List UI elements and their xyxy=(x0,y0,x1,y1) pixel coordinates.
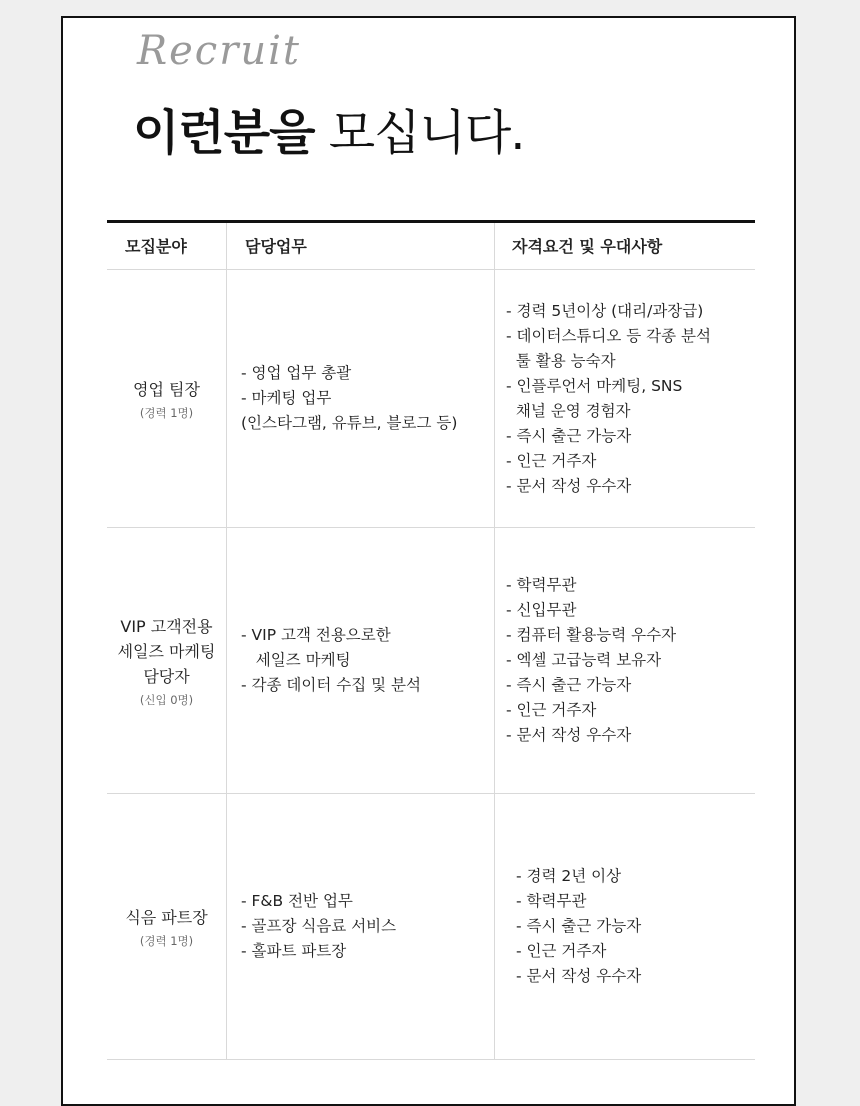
requirement-item: - 경력 5년이상 (대리/과장급) xyxy=(506,301,704,320)
duty-item: - 영업 업무 총괄 xyxy=(241,364,352,382)
requirement-item: - 인플루언서 마케팅, SNS xyxy=(506,376,683,395)
headline-bold: 이런분을 xyxy=(133,105,315,161)
position-cell xyxy=(107,270,227,527)
requirement-item: - 문서 작성 우수자 xyxy=(516,967,642,985)
duty-item: - F&B 전반 업무 xyxy=(241,892,353,910)
duty-item: - VIP 고객 전용으로한 xyxy=(241,626,391,644)
duty-item: 세일즈 마케팅 xyxy=(241,651,351,669)
recruit-script-title: Recruit xyxy=(137,28,301,74)
duty-item: (인스타그램, 유튜브, 블로그 등) xyxy=(241,414,458,432)
duties-cell xyxy=(227,794,495,1059)
requirements-cell xyxy=(495,794,755,1059)
duties-cell xyxy=(227,270,495,527)
column-header-field: 모집분야 xyxy=(107,223,227,269)
requirement-item: - 문서 작성 우수자 xyxy=(506,476,632,495)
position-count: (경력 1명) xyxy=(139,933,194,948)
requirement-item: - 즉시 출근 가능자 xyxy=(516,917,642,935)
recruit-table xyxy=(107,220,755,1060)
requirement-item: - 학력무관 xyxy=(506,576,577,594)
position-title: 영업 팀장 xyxy=(133,379,200,399)
requirement-item: - 즉시 출근 가능자 xyxy=(506,426,632,445)
duty-item: - 각종 데이터 수집 및 분석 xyxy=(241,676,421,694)
position-cell xyxy=(107,528,227,793)
duty-item: - 골프장 식음료 서비스 xyxy=(241,917,397,935)
position-count: (신입 0명) xyxy=(139,692,194,707)
position-title: 식음 파트장 xyxy=(125,907,208,927)
column-header-duties: 담당업무 xyxy=(227,223,495,269)
headline-light: 모십니다. xyxy=(328,105,525,161)
requirements-cell xyxy=(495,528,755,793)
requirement-item: - 신입무관 xyxy=(506,601,577,619)
duty-item: - 마케팅 업무 xyxy=(241,389,332,407)
table-row xyxy=(107,270,755,528)
requirements-cell xyxy=(495,270,755,527)
position-title-line: 세일즈 마케팅 xyxy=(117,641,216,661)
position-count: (경력 1명) xyxy=(139,405,194,420)
table-header-row xyxy=(107,223,755,270)
page-title xyxy=(133,98,524,168)
requirement-item: 채널 운영 경험자 xyxy=(506,401,631,420)
requirement-item: - 문서 작성 우수자 xyxy=(506,726,632,744)
requirement-item: - 즉시 출근 가능자 xyxy=(506,676,632,694)
requirement-item: - 학력무관 xyxy=(516,892,587,910)
column-header-requirements: 자격요건 및 우대사항 xyxy=(512,236,663,256)
requirement-item: - 경력 2년 이상 xyxy=(516,867,622,885)
requirement-item: - 데이터스튜디오 등 각종 분석 xyxy=(506,326,711,345)
position-title-line: VIP 고객전용 xyxy=(120,616,213,636)
requirement-item: 툴 활용 능숙자 xyxy=(506,351,616,370)
requirement-item: - 컴퓨터 활용능력 우수자 xyxy=(506,626,677,644)
duty-item: - 홀파트 파트장 xyxy=(241,942,347,960)
requirement-item: - 인근 거주자 xyxy=(506,451,597,470)
position-cell xyxy=(107,794,227,1059)
requirement-item: - 인근 거주자 xyxy=(506,701,597,719)
duties-cell xyxy=(227,528,495,793)
requirement-item: - 엑셀 고급능력 보유자 xyxy=(506,651,662,669)
position-title-line: 담당자 xyxy=(143,666,190,686)
table-row xyxy=(107,794,755,1060)
requirement-item: - 인근 거주자 xyxy=(516,942,607,960)
table-row xyxy=(107,528,755,794)
